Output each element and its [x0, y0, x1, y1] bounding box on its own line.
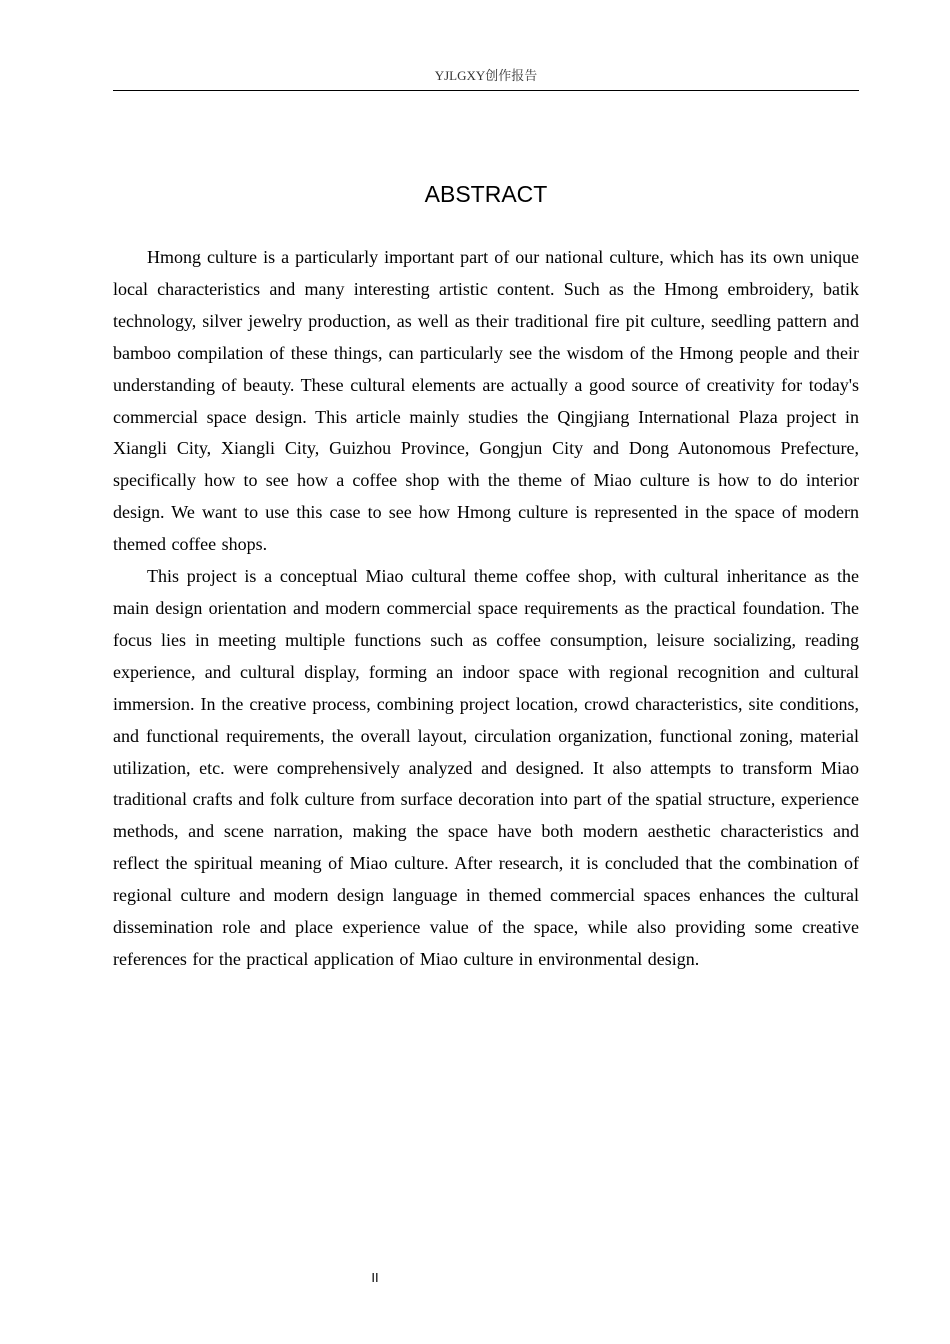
abstract-paragraph-2: This project is a conceptual Miao cultural theme coffee shop, with cultural inheritance as the main design orientation and modern commercial space requirements as the practical foundation. The focus lies in meeting multiple functions such as coffee consumption, leisure socializing, reading experience, and cultural display, forming an indoor space with regional recognition and cultural immersion. In the creative process, combining project location, crowd characteristics, site conditions, and functional requirements, the overall layout, circulation organization, functional zoning, material utilization, etc. were comprehensively analyzed and designed. It also attempts to transform Miao traditional crafts and folk culture from surface decoration into part of the spatial structure, experience methods, and scene narration, making the space have both modern aesthetic characteristics and reflect the spiritual meaning of Miao culture. After research, it is concluded that the combination of regional culture and modern design language in themed commercial spaces enhances the cultural dissemination role and place experience value of the space, while also providing some creative references for the practical application of Miao culture in environmental design.: [113, 566, 859, 969]
abstract-title: ABSTRACT: [424, 181, 548, 207]
abstract-body: [113, 242, 859, 976]
running-header: YJLGXY创作报告: [113, 66, 859, 91]
abstract-paragraph-1: Hmong culture is a particularly important part of our national culture, which has its own unique local characteristics and many interesting artistic content. Such as the Hmong embroidery, batik technology, silver jewelry production, as well as their traditional fire pit culture, seedling pattern and bamboo compilation of these things, can particularly see the wisdom of the Hmong people and their understanding of beauty. These cultural elements are actually a good source of creativity for today's commercial space design. This article mainly studies the Qingjiang International Plaza project in Xiangli City, Xiangli City, Guizhou Province, Gongjun City and Dong Autonomous Prefecture, specifically how to see how a coffee shop with the theme of Miao culture is how to do interior design. We want to use this case to see how Hmong culture is represented in the space of modern themed coffee shops.: [113, 247, 859, 555]
page-number: II: [371, 1270, 379, 1285]
